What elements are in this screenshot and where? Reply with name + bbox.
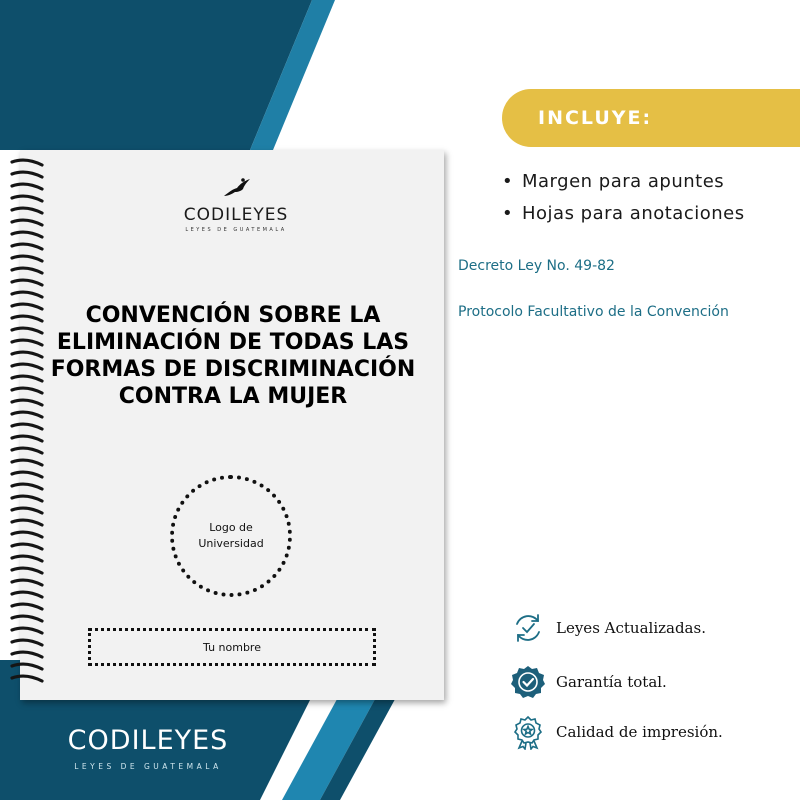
quality-rosette-icon — [510, 714, 546, 750]
includes-heading: INCLUYE: — [538, 107, 653, 129]
refresh-cycle-icon — [510, 610, 546, 646]
footer-brand-tagline: LEYES DE GUATEMALA — [74, 762, 222, 771]
includes-item: • Margen para apuntes — [500, 166, 800, 198]
protocol-text: Protocolo Facultativo de la Convención — [458, 304, 729, 320]
includes-heading-badge — [502, 89, 800, 147]
notebook-brand-tagline: LEYES DE GUATEMALA — [185, 227, 287, 233]
feature-updated-laws — [510, 609, 706, 647]
bird-logo-icon — [221, 176, 253, 200]
logo-placeholder-text: Logo de Universidad — [198, 521, 264, 550]
feature-print-quality — [510, 713, 723, 751]
spiral-binding — [4, 150, 44, 700]
feature-label: Calidad de impresión. — [556, 723, 723, 741]
name-placeholder-box: Tu nombre — [88, 628, 376, 666]
feature-guarantee — [510, 663, 667, 701]
includes-list — [500, 166, 800, 230]
notebook-brand-name: CODILEYES — [183, 205, 289, 225]
notebook-title: CONVENCIÓN SOBRE LA ELIMINACIÓN DE TODAS LAS FORMAS DE DISCRIMINACIÓN CONTRA LA MUJER — [50, 303, 416, 409]
feature-label: Leyes Actualizadas. — [556, 619, 706, 637]
feature-label: Garantía total. — [556, 673, 667, 691]
includes-item: • Hojas para anotaciones — [500, 198, 800, 230]
decree-text: Decreto Ley No. 49-82 — [458, 258, 615, 274]
footer-brand-name: CODILEYES — [67, 725, 229, 756]
university-logo-placeholder — [170, 475, 292, 597]
check-badge-icon — [510, 664, 546, 700]
